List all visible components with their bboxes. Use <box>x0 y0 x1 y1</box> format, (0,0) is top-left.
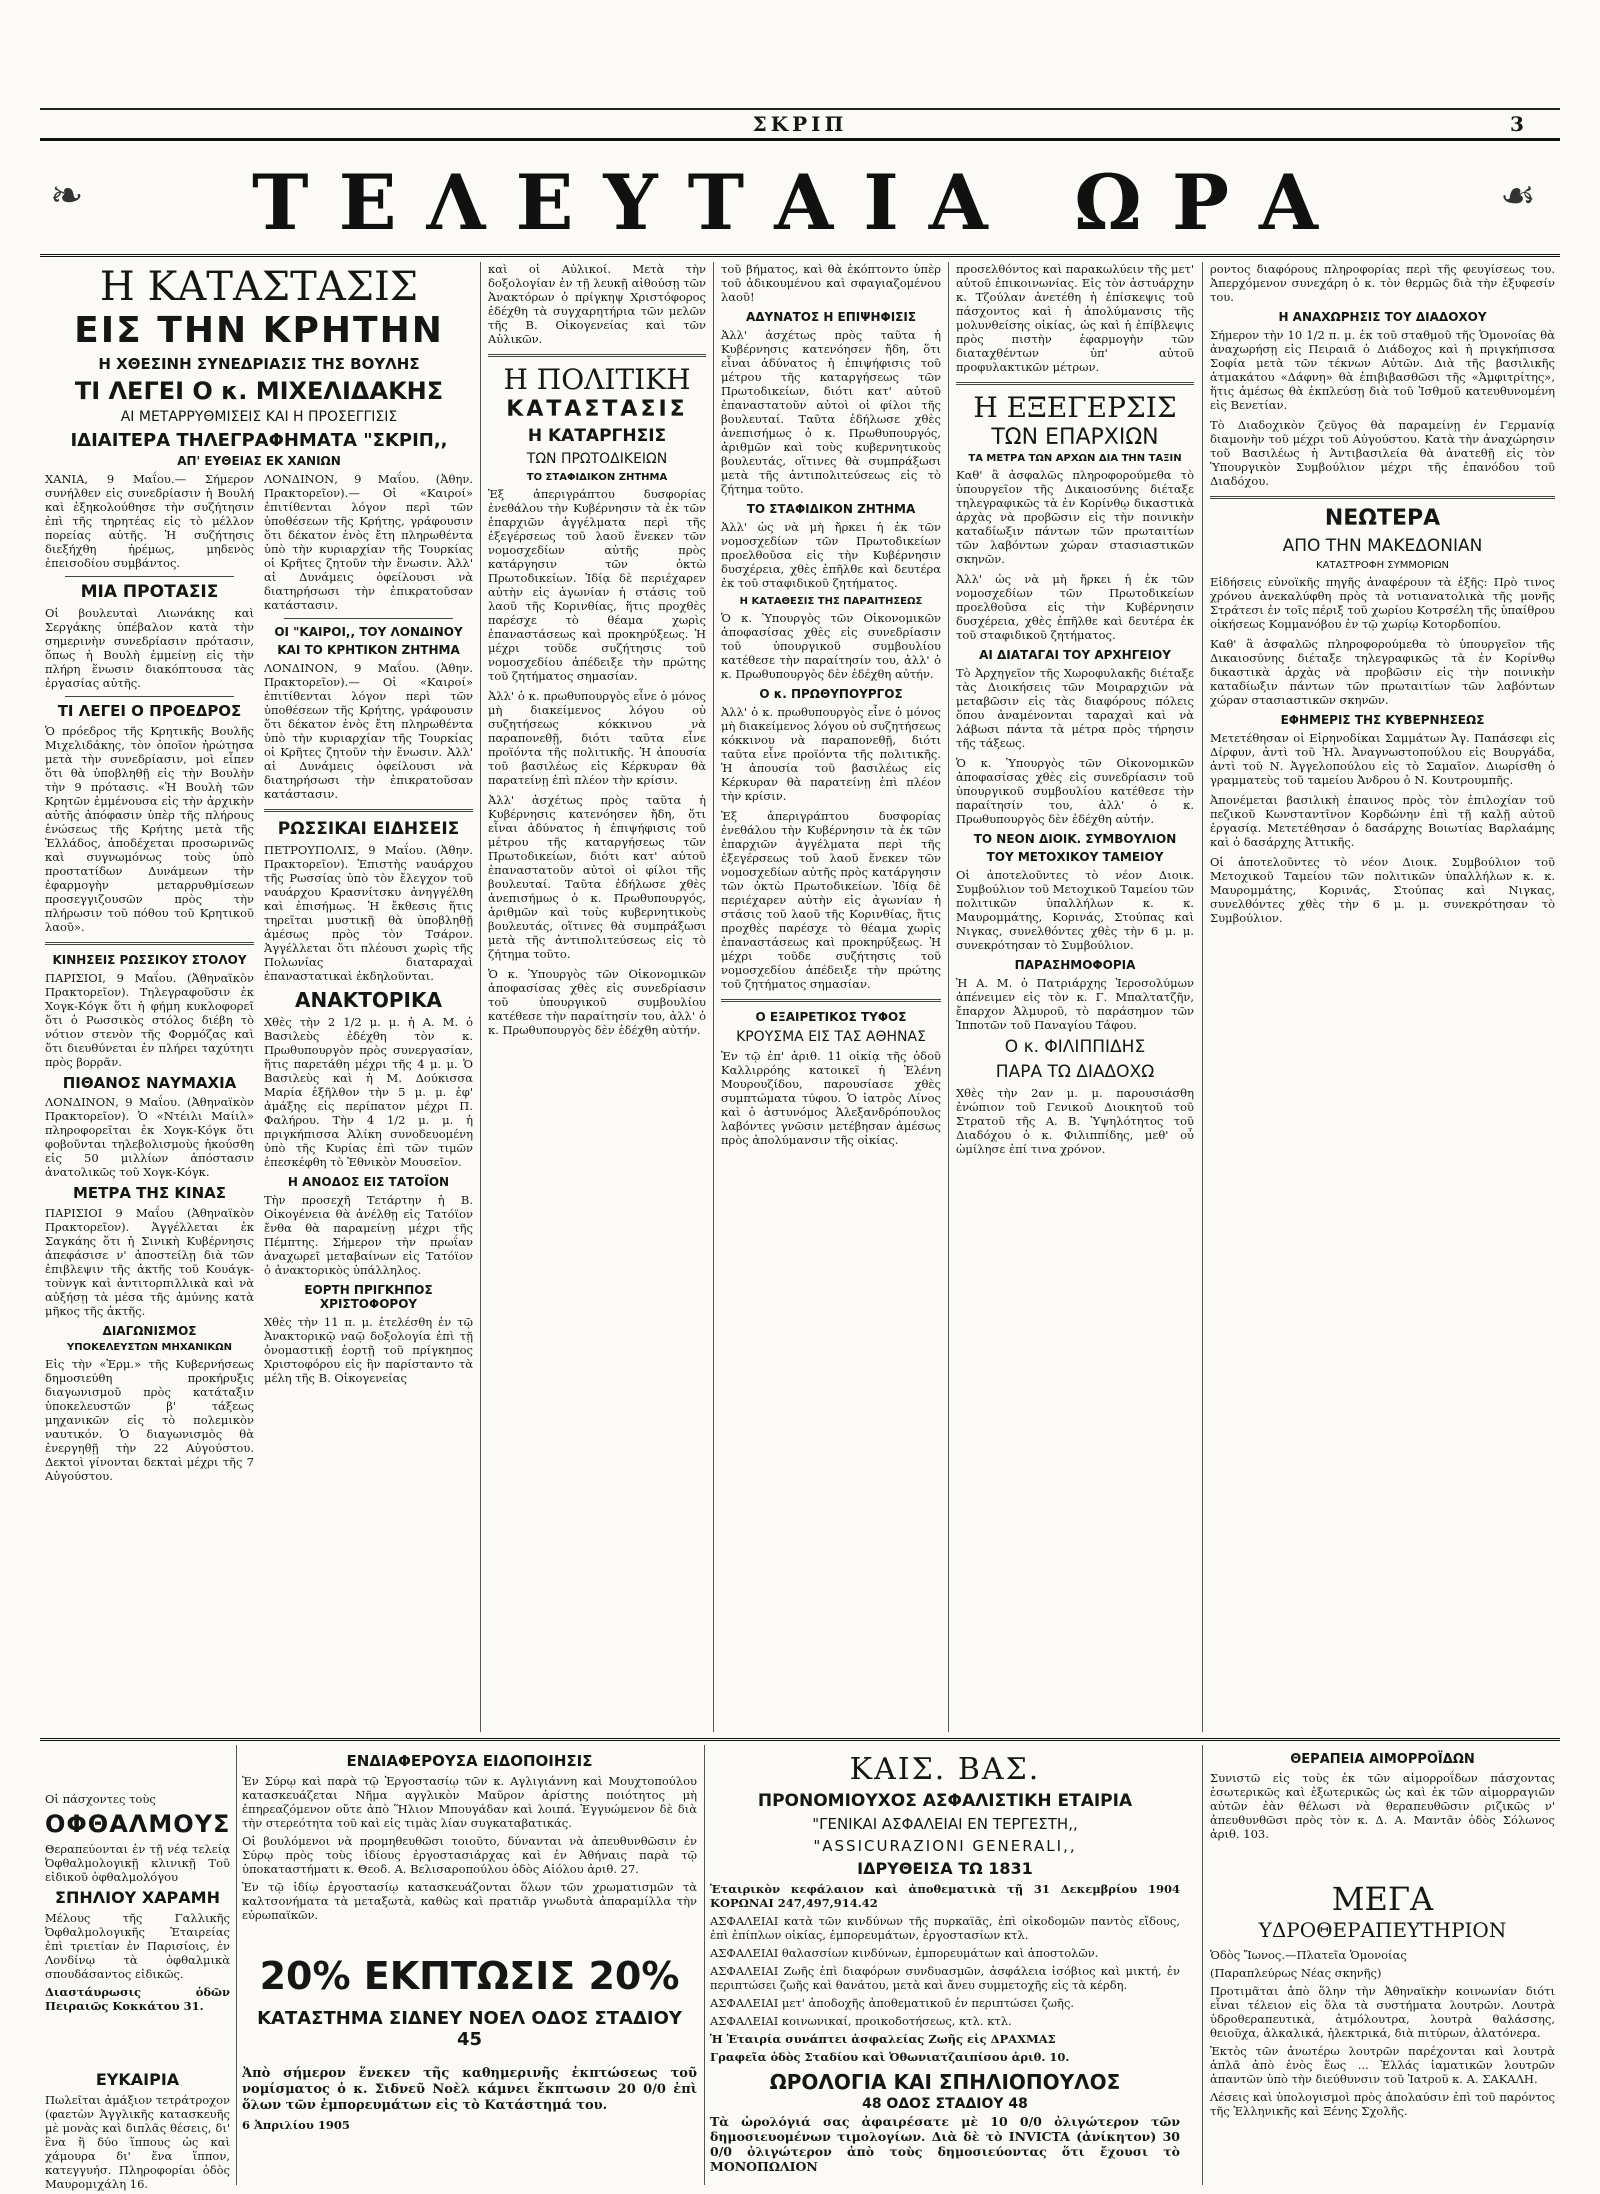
column-rule <box>1202 262 1203 1732</box>
insurance-capital: Ἑταιρικὸν κεφάλαιον καὶ ἀποθεματικὰ τῇ 31 Δεκεμβρίου 1904 ΚΟΡΩΝΑΙ 247,497,914.42 <box>710 1882 1180 1910</box>
notices-text-1: Ἐν Σύρῳ καὶ παρὰ τῷ Ἐργοστασίῳ τῶν κ. Αγλιγιάννη καὶ Μουχτοπούλου κατασκευάζεται Νῆμα αγγλικὸν Μαῦρον ἀρίστης ποιότητος μὴ ἐπηρεαζόμενον οὔτε ἀπὸ Ἥλιον Μπουγάδαν καὶ λοιπά. Ἐγγυώμενον δὲ διὰ τὴν στερεότητα τοῦ καὶ εἰς τιμὰς λίαν συγκαταβατικάς. <box>242 1774 697 1830</box>
left-ornament-icon: ❧ <box>50 173 84 219</box>
subhead-gangs: ΚΑΤΑΣΤΡΟΦΗ ΣΥΜΜΟΡΙΩΝ <box>1316 559 1449 571</box>
article-philippidis: Χθὲς τὴν 2αν μ. μ. παρουσιάσθη ἐνώπιον τοῦ Γενικοῦ Διοικητοῦ τοῦ Στρατοῦ τῆς Α. Β. Ὑψηλότητος τοῦ Διαδόχου ὁ κ. Φιλιππίδης, μεθ' οὗ ὡμίλησε ἐπί τινα χρόνον. <box>956 1085 1194 1156</box>
hydrotherapy-text-2: Ἐκτὸς τῶν ἀνωτέρω λουτρῶν παρέχονται καὶ λουτρὰ ἁπλᾶ ἀπὸ ἑνὸς ἕως ... Ἐλλάς ἰαματικῶν λουτρῶν ἀπαντῶν ὑπὸ τὴν διεύθυνσιν τοῦ Ἰατροῦ κ. Α. ΣΑΚΑΛΗ. <box>1210 2044 1555 2086</box>
article-measures: Καθ' ἃ ἀσφαλῶς πληροφορούμεθα τὸ ὑπουργεῖον τῆς Δικαιοσύνης διέταξε τηλεγραφικῶς τὰ ἐν Κορίνθῳ δικαστικὰ ἀρχὰς νὰ προβῶσιν εἰς τὴν ποινικὴν καταδίωξιν πάντων τῶν πρωταιτίων τῶν λαβόντων χώραν στασιαστικῶν σκηνῶν. <box>956 468 1194 567</box>
header-rule <box>40 138 1560 141</box>
article-regency: Τὸ Διαδοχικὸν ζεῦγος θὰ παραμείνῃ ἐν Γερμανίᾳ διαμονὴν τοῦ μέχρι τοῦ Αὐγούστου. Κατὰ τὴν ἀναχώρησιν τοῦ Βασιλέως ἡ Ἀντιβασιλεία θὰ ἀνατεθῇ εἰς τὸν Ὑπουργικὸν Συμβούλιον μέχρι τῆς ἐπανόδου τοῦ Διαδόχου. <box>1210 418 1555 488</box>
subhead-orders: ΑΙ ΔΙΑΤΑΓΑΙ ΤΟΥ ΑΡΧΗΓΕΙΟΥ <box>979 648 1171 663</box>
sale-title: 20% ΕΚΠΤΩΣΙΣ 20% <box>259 1954 680 1998</box>
subhead-competition: ΔΙΑΓΩΝΙΣΜΟΣ <box>102 1323 197 1338</box>
insurance-life: ΑΣΦΑΛΕΙΑΙ Ζωῆς ἐπὶ διαφόρων συνδυασμῶν, ἀσφάλεια ἰσόβιος καὶ μικτή, ἐν περιπτώσει ζωῆς καὶ θανάτου, μετὰ καὶ ἄνευ συμμετοχῆς εἰς τὰ κέρδη. <box>710 1964 1180 1992</box>
article-proposal: Οἱ βουλευταὶ Λιωνάκης καὶ Σεργάκης ὑπέβαλον κατὰ τὴν σημερινὴν συνεδρίασιν πρότασιν, ὅπως ἡ Βουλὴ ἐμμείνῃ εἰς τὴν πλήρη ἕνωσιν διακόπτουσα τὰς ἐργασίας αὐτῆς. <box>45 606 254 691</box>
sale-store: ΚΑΤΑΣΤΗΜΑ ΣΙΔΝΕΥ ΝΟΕΛ ΟΔΟΣ ΣΤΑΔΙΟΥ 45 <box>257 2008 682 2050</box>
subhead-athens-case: ΚΡΟΥΣΜΑ ΕΙΣ ΤΑΣ ΑΘΗΝΑΣ <box>736 1029 926 1045</box>
insurance-name-greek: "ΓΕΝΙΚΑΙ ΑΣΦΑΛΕΙΑΙ ΕΝ ΤΕΡΓΕΣΤΗ,, <box>812 1815 1078 1833</box>
subhead-russian-fleet: ΚΙΝΗΣΕΙΣ ΡΩΣΣΙΚΟΥ ΣΤΟΛΟΥ <box>52 952 247 967</box>
divider <box>956 382 1194 385</box>
subhead-measures: ΤΑ ΜΕΤΡΑ ΤΩΝ ΑΡΧΩΝ ΔΙΑ ΤΗΝ ΤΑΞΙΝ <box>968 453 1182 465</box>
article-christoforos: Χθὲς τὴν 11 π. μ. ἐτελέσθη ἐν τῷ Ἀνακτορικῷ ναῷ δοξολογία ἐπὶ τῇ ὀνομαστικῇ ἑορτῇ τοῦ πρίγκηπος Χριστοφόρου εἰς ἣν παρίσταντο τὰ μέλη τῆς Β. Οἰκογενείας <box>264 1315 473 1386</box>
top-rule <box>40 108 1560 110</box>
article-macedonia: Εἰδήσεις εὐνοϊκῆς πηγῆς ἀναφέρουν τὰ ἑξῆς: Πρὸ τινος χρόνου ἀνεκαλύφθη πρὸς τὰ νοτιανατολικὰ τῆς μονῆς Στράτεσι ἐν τοῖς πέριξ τοῦ χωρίου Κοτρσέλη τῆς ὑπαίθρου οἰκήσεως Κομμανόβου ἐν τῷ χωρίῳ Κοτορδοπίου. <box>1210 574 1555 631</box>
subhead-proposal: ΜΙΑ ΠΡΟΤΑΣΙΣ <box>80 582 219 603</box>
subhead-abolition: Η ΚΑΤΑΡΓΗΣΙΣ <box>527 426 667 447</box>
article-china: ΠΑΡΙΣΙΟΙ 9 Μαΐου (Ἀθηναϊκὸν Πρακτορεῖον). Ἀγγέλλεται ἐκ Σαγκάης ὅτι ἡ Σινικὴ Κυβέρνησις ἀπεφάσισε ν' ἀποστείλῃ διὰ τῶν ἐπιβλεψιν τῆς ἀκτῆς τοῦ Κουάγκ-τοὺνγκ καὶ ἀντιτορπιλλικὰ καὶ νὰ αὐξήσῃ τὰ μέσα τῆς ἀμύνης κατὰ μῆκος τῆς ἀκτῆς. <box>45 1205 254 1318</box>
subhead-courts: ΤΩΝ ΠΡΩΤΟΔΙΚΕΙΩΝ <box>526 451 668 468</box>
divider <box>284 618 453 619</box>
article-tatoi: Τὴν προσεχῆ Τετάρτην ἡ Β. Οἰκογένεια θὰ ἀνέλθῃ εἰς Τατόϊον ἔνθα θὰ παραμείνῃ μέχρι τῆς Πέμπτης. Σήμερον τὴν πρωΐαν ἀναχωρεῖ μεταβαίνων εἰς Τατόϊον ὁ ἀνακτορικὸς ὑπάλληλος. <box>264 1193 473 1278</box>
column-rule <box>948 262 949 1732</box>
ad-insurance <box>710 1752 1180 2062</box>
headline-crete-1: Η ΚΑΤΑΣΤΑΣΙΣ <box>99 264 419 310</box>
subhead-chania: ΑΠ' ΕΥΘΕΙΑΣ ΕΚ ΧΑΝΙΩΝ <box>177 454 341 469</box>
subhead-impossible-vote: ΑΔΥΝΑΤΟΣ Η ΕΠΙΨΗΦΙΣΙΣ <box>745 310 917 324</box>
subhead-parliament: Η ΧΘΕΣΙΝΗ ΣΥΝΕΔΡΙΑΣΙΣ ΤΗΣ ΒΟΥΛΗΣ <box>98 354 420 373</box>
subhead-decoration: ΠΑΡΑΣΗΜΟΦΟΡΙΑ <box>1014 958 1136 973</box>
ad-watches <box>710 2070 1180 2185</box>
article-orders: Τὸ Ἀρχηγεῖον τῆς Χωροφυλακῆς διέταξε τὰς Διοικήσεις τῶν Μοιραρχιῶν νὰ μεταβῶσιν εἰς τὰς διαφόρους πόλεις ὅπου ἀναμένονται ταραχαὶ καὶ νὰ λάβωσι πάντα τὰ μέτρα πρὸς τήρησιν τῆς τάξεως. <box>956 666 1194 751</box>
opportunity-title: ΕΥΚΑΙΡΙΑ <box>95 2070 180 2089</box>
divider <box>264 809 473 812</box>
notices-text-3: Ἐν τῷ ἰδίῳ ἐργοστασίῳ κατασκευάζονται ὅλων τῶν χρωματισμῶν τὰ καλτσονήματα τὰ μεταξωτὰ, καθὼς καὶ πρατιᾶρ γνωδυτὰ ἀπαραμίλλα τὴν εὐρωπαϊκῶν. <box>242 1880 697 1922</box>
ad-notices <box>242 1752 697 1922</box>
article-politics-3: Ἀλλ' ἀσχέτως πρὸς ταῦτα ἡ Κυβέρνησις κατενόησεν ἤδη, ὅτι εἶναι ἀδύνατος ἡ ἐπιψήφισις τοῦ μέτρου τῆς καταργήσεως τῶν Πρωτοδικείων, διότι κατ' αὐτοῦ ἐπαναστατοῦν αὐτοὶ οἱ φίλοι τῆς βουλευταί. Ταῦτα ἐδήλωσε χθὲς ἀνεπισήμως ὁ κ. Πρωθυπουργός, ἀριθμῶν καὶ τοὺς κυβερνητικοὺς βουλευτάς, οἵτινες θὰ συμπράξωσι μετὰ τῆς ἀντιπολιτεύσεως εἰς τὸ ζήτημα τοῦτο. <box>488 792 706 961</box>
article-podium: τοῦ βήματος, καὶ θὰ ἐκόπτοντο ὑπὲρ τοῦ ἀδικουμένου καὶ σφαγιαζομένου λαοῦ! <box>721 262 941 304</box>
subhead-michelidakis: ΤΙ ΛΕΓΕΙ Ο κ. ΜΙΧΕΛΙΔΑΚΗΣ <box>74 377 444 406</box>
subhead-prime-minister: Ο κ. ΠΡΩΘΥΠΟΥΡΓΟΣ <box>759 687 903 701</box>
column-rule <box>713 262 714 1732</box>
column-rule <box>480 262 481 1732</box>
subhead-crown-prince: ΠΑΡΑ ΤΩ ΔΙΑΔΟΧΩ <box>995 1062 1155 1083</box>
hydrotherapy-title-2: ΥΔΡΟΘΕΡΑΠΕΥΤΗΡΙΟΝ <box>1258 1918 1507 1942</box>
article-chania: ΧΑΝΙΑ, 9 Μαΐου.— Σήμερον συνήλθεν εἰς συνεδρίασιν ἡ Βουλή καὶ ἐξηκολούθησε τὴν συζήτησιν ἐπὶ τῆς τηρητέας εἰς τὸ μέλλον πορείας αὐτῆς. Ἡ συζήτησις διεξήχθη ἠρέμως, μηδενὸς ἐπεισοδίου συμβάντος. <box>45 472 254 571</box>
ads-top-rule <box>40 1738 1560 1741</box>
opportunity-text: Πωλεῖται ἀμάξιον τετράτροχον (φαετὼν Ἀγγλικῆς κατασκευῆς μὲ μονὰς καὶ διπλᾶς θέσεις, δι' ἓνα ἢ δύο ἵππους ὡς καὶ χάμουρα δι' ἕνα ἵππον, κατεγγυήσ. Πληροφορίαι ὁδὸς Μαυρομιχάλη 16. <box>45 2093 231 2191</box>
ads-rule <box>1202 1745 1203 2185</box>
subhead-reforms: ΑΙ ΜΕΤΑΡΡΥΘΜΙΣΕΙΣ ΚΑΙ Η ΠΡΟΣΕΓΓΙΣΙΣ <box>120 408 398 425</box>
eye-title: ΟΦΘΑΛΜΟΥΣ <box>45 1810 231 1838</box>
insurance-drachmas: Ἡ Ἑταιρία συνάπτει ἀσφαλείας Ζωῆς εἰς ΔΡΑΧΜΑΣ <box>710 2032 1056 2046</box>
article-palace-end: καὶ οἱ Αὐλικοί. Μετὰ τὴν δοξολογίαν ἐν τῇ λευκῇ αἰθούσῃ τῶν Ἀνακτόρων ὁ πρίγκηψ Χριστόφορος ἐδέχθη τὰ συγχαρητήρια τῶν μελῶν τῆς Β. Οἰκογενείας καὶ τῶν Αὐλικῶν. <box>488 262 706 346</box>
subhead-raisin-question: ΤΟ ΣΤΑΦΙΔΙΚΟΝ ΖΗΤΗΜΑ <box>526 471 668 483</box>
hydrotherapy-text-1: Προτιμᾶται ἀπὸ ὅλην τὴν Ἀθηναϊκὴν κοινωνίαν διότι εἶναι τέλειον εἰς ὅλα τὰ συστήματα λουτρῶν. Λουτρὰ ὑδροθεραπευτικὰ, ἀτμόλουτρα, λουτρὰ θαλάσσης, θειοῦχα, ἀλκαλικά, ἠλεκτρικά, διὰ πιτύρων, ἀλατόνερα. <box>1210 1984 1555 2040</box>
insurance-social: ΑΣΦΑΛΕΙΑΙ κοινωνικαί, προικοδοτήσεως, κτλ. κτλ. <box>710 2014 1012 2028</box>
ads-rule <box>236 1745 237 2185</box>
subhead-macedonia: ΑΠΟ ΤΗΝ ΜΑΚΕΔΟΝΙΑΝ <box>1282 536 1483 557</box>
notices-title: ΕΝΔΙΑΦΕΡΟΥΣΑ ΕΙΔΟΠΟΙΗΣΙΣ <box>346 1752 593 1770</box>
article-board: Οἱ ἀποτελοῦντες τὸ νέον Διοικ. Συμβούλιον τοῦ Μετοχικοῦ Ταμείου τῶν πολιτικῶν ὑπαλλήλων κ. κ. Μαυρομμάτης, Κορινάς, Στούπας καὶ Νιγκας, συνελθόντες χθὲς τὴν 6 μ. μ. συνεκρότησαν τὸ Συμβούλιον. <box>956 868 1194 953</box>
divider <box>65 696 234 697</box>
eye-address: Διαστάυρωσις ὁδῶν Πειραιῶς Κοκκάτου 31. <box>45 1985 230 2013</box>
column-politics <box>488 262 706 1732</box>
column-parliament <box>721 262 941 1732</box>
subhead-china: ΜΕΤΡΑ ΤΗΣ ΚΙΝΑΣ <box>72 1184 227 1203</box>
insurance-fire: ΑΣΦΑΛΕΙΑΙ κατὰ τῶν κινδύνων τῆς πυρκαϊᾶς, ἐπὶ οἰκοδομῶν παντὸς εἴδους, ἐπὶ ἐπίπλων οἰκίας, ἐμπορευμάτων, ἐργοστασίων κτλ. <box>710 1914 1180 1942</box>
headline-latest: ΝΕΩΤΕΡΑ <box>1324 506 1441 531</box>
subhead-telegrams: ΙΔΙΑΙΤΕΡΑ ΤΗΛΕΓΡΑΦΗΜΑΤΑ "ΣΚΡΙΠ,, <box>70 429 448 451</box>
subhead-president: ΤΙ ΛΕΓΕΙ Ο ΠΡΟΕΔΡΟΣ <box>57 702 242 721</box>
eye-text: Θεραπεύονται ἐν τῇ νέᾳ τελείᾳ Ὀφθαλμολογικῇ κλινικῇ Τοῦ εἰδικοῦ ὀφθαλμολόγου <box>45 1842 230 1884</box>
article-typhus: Ἐν τῷ ἐπ' ἀριθ. 11 οἰκίᾳ τῆς ὁδοῦ Καλλιρρόης κατοικεῖ ἡ Ἐλένη Μουρουζίδου, παρουσίασε χθὲς συμπτώματα τύφου. Ὁ ἰατρὸς Λίνος καὶ ὁ ἀστυνόμος Ἀλεξανδρόπουλος λαβόντες γνῶσιν μετέβησαν ἀμέσως πρὸς ἀπολύμανσιν τῆς οἰκίας. <box>721 1049 941 1148</box>
ads-rule <box>704 1745 705 2185</box>
insurance-marine: ΑΣΦΑΛΕΙΑΙ θαλασσίων κινδύνων, ἐμπορευμάτων καὶ ἀποστολῶν. <box>710 1946 1099 1960</box>
headline-crete-2: ΕΙΣ ΤΗΝ ΚΡΗΤΗΝ <box>74 310 444 351</box>
article-gazette-2: Ἀπονέμεται βασιλικὴ ἐπαινος πρὸς τὸν ἐπιλοχίαν τοῦ πεζικοῦ Κωνσταντῖνον Κορδώνην ἐπὶ τῇ καλῇ αὐτοῦ ἐργασίᾳ. Μετετέθησαν ὁ δασάρχης Βοιωτίας Βαρλαάμης καὶ ὁ δασάρχης Ἀττικῆς. <box>1210 792 1555 849</box>
subhead-engineers: ΥΠΟΚΕΛΕΥΣΤΩΝ ΜΗΧΑΝΙΚΩΝ <box>67 1341 232 1353</box>
article-times: ΛΟΝΔΙΝΟΝ, 9 Μαΐου. (Ἀθην. Πρακτορεῖον).— Οἱ «Καιροί» ἐπιτίθενται λόγον περὶ τῶν ὑποθέσεων τῆς Κρήτης, γράφουσιν ὅτι δέκατον ἑνὸς ἔτη πληρωθέντα ὑπὸ τὴν κυριαρχίαν τῆς Τουρκίας οἱ Κρῆτες ζητοῦν τὴν ἕνωσιν. Ἀλλ' αἱ Δυνάμεις ὀφείλουσι νὰ διατηρήσωσι τὴν ἐπικρατοῦσαν κατάστασιν. <box>264 661 473 802</box>
hydrotherapy-sub: (Παραπλεύρως Νέας σκηνῆς) <box>1210 1966 1382 1980</box>
watches-title: ΩΡΟΛΟΓΙΑ ΚΑΙ ΣΠΗΛΙΟΠΟΥΛΟΣ <box>769 2070 1121 2094</box>
ad-eye-clinic <box>45 1752 230 2052</box>
hydrotherapy-address: Ὁδὸς Ἴωνος.—Πλατεῖα Ὁμονοίας <box>1210 1948 1407 1962</box>
article-macedonia-2: Καθ' ἃ ἀσφαλῶς πληροφορούμεθα τὸ ὑπουργεῖον τῆς Δικαιοσύνης διέταξε τηλεγραφικῶς τὰ ἐν Κορίνθῳ δικαστικὰ ἀρχὰς νὰ προβῶσιν εἰς τὴν ποινικὴν καταδίωξιν πάντων τῶν πρωταιτίων τῶν λαβόντων χώραν στασιαστικῶν σκηνῶν. <box>1210 636 1555 707</box>
article-prime-minister-2: Ἐξ ἀπεριγράπτου δυσφορίας ἐνεθάλου τὴν Κυβέρνησιν τὰ ἐκ τῶν ἐπαρχιῶν ἀγγέλματα περὶ τῆς ἐξεγέρσεως τοῦ λαοῦ ἕνεκεν τῶν νομοσχεδίων αὐτῆς πρὸς κατάργησιν τῶν ὀκτὼ Πρωτοδικείων. Ἰδίᾳ δὲ περιέχαρεν αὐτὴν εἰς ἀγωνίαν ἡ στάσις τοῦ λαοῦ τῆς Κορινθίας, ἥτις προχθὲς παρέσχε τὸ θέαμα χωρὶς ἐπαναστάσεως καὶ προκηρύξεως. Ἡ μέχρι τοῦδε συζήτησις τοῦ νομοσχεδίου ἀπέδειξε τὴν πρώτης τοῦ ζητήματος σημασίαν. <box>721 809 941 991</box>
article-russian-news: ΠΕΤΡΟΥΠΟΛΙΣ, 9 Μαΐου. (Ἀθην. Πρακτορεῖον). Ἐπιστὴς ναυάρχου τῆς Ρωσσίας ὑπὸ τὸν ἔλεγχον τοῦ ναυάρχου Κρασνίτσκυ ἀνηγγέλθη καὶ ἐπισήμως. Ἡ ἔκθεσις ἥτις τηρεῖται μυστικῇ θὰ ὑποβληθῇ ἀμέσως πρὸς τὸν Τσάρον. Ἀγγέλλεται ὅτι πλέουσι χωρὶς τῆς Πολωνίας διαταραχαὶ ἐπαναστατικαὶ ἐκδηλοῦνται. <box>264 843 473 984</box>
ad-opportunity <box>45 2070 231 2191</box>
watches-address: 48 ΟΔΟΣ ΣΤΑΔΙΟΥ 48 <box>862 2096 1028 2112</box>
article-politics: Ἐξ ἀπεριγράπτου δυσφορίας ἐνεθάλου τὴν Κυβέρνησιν τὰ ἐκ τῶν ἐπαρχιῶν ἀγγέλματα περὶ τῆς ἐξεγέρσεως τοῦ λαοῦ ἕνεκεν τῶν νομοσχεδίων αὐτῆς πρὸς κατάργησιν τῶν ὀκτὼ Πρωτοδικείων. Ἰδίᾳ δὲ περιέχαρεν αὐτὴν εἰς ἀγωνίαν ἡ στάσις τοῦ λαοῦ τῆς Κορινθίας, ἥτις προχθὲς παρέσχε τὸ θέαμα χωρὶς ἐπαναστάσεως καὶ προκηρύξεως. Ἡ μέχρι τοῦδε συζήτησις τοῦ νομοσχεδίου ἀπέδειξε τὴν πρώτης τοῦ ζητήματος σημασίαν. <box>488 486 706 683</box>
divider <box>45 942 254 945</box>
masthead-bottom-rule <box>40 254 1560 257</box>
haemorrhoids-title: ΘΕΡΑΠΕΙΑ ΑΙΜΟΡΡΟΪΔΩΝ <box>1290 1752 1475 1767</box>
subhead-resignation: Η ΚΑΤΑΘΕΣΙΣ ΤΗΣ ΠΑΡΑΙΤΗΣΕΩΣ <box>739 596 923 607</box>
subhead-philippidis: Ο κ. ΦΙΛΙΠΠΙΔΗΣ <box>1004 1037 1146 1058</box>
subhead-raisin: ΤΟ ΣΤΑΦΙΔΙΚΟΝ ΖΗΤΗΜΑ <box>746 502 916 516</box>
article-crete-continued: ΛΟΝΔΙΝΟΝ, 9 Μαΐου. (Ἀθην. Πρακτορεῖον).— Οἱ «Καιροί» ἐπιτίθενται λόγον περὶ τῶν ὑποθέσεων τῆς Κρήτης, γράφουσιν ὅτι δέκατον ἑνὸς ἔτη πληρωθέντα ὑπὸ τὴν κυριαρχίαν τῆς Τουρκίας οἱ Κρῆτες ζητοῦν τὴν ἕνωσιν. Ἀλλ' αἱ Δυνάμεις ὀφείλουσι νὰ διατηρήσωσι τὴν ἐπικρατοῦσαν κατάστασιν. <box>264 472 473 613</box>
subhead-gazette: ΕΦΗΜΕΡΙΣ ΤΗΣ ΚΥΒΕΡΝΗΣΕΩΣ <box>1280 712 1485 727</box>
notices-text-2: Οἱ βουλόμενοι νὰ προμηθευθῶσι τοιοῦτο, δύνανται νὰ ἀπευθυνθῶσιν ἐν Σύρῳ πρὸς τοὺς ἰδίους ἐργοστασιάρχας καὶ ἐν Ἀθήναις παρὰ τῷ ὑποκαταστήματι κ. Θεοδ. Α. Βελισαροπούλου ὁδὸς Αἰόλου ἀριθ. 27. <box>242 1834 697 1876</box>
article-russian-fleet: ΠΑΡΙΣΙΟΙ, 9 Μαΐου. (Ἀθηναϊκὸν Πρακτορεῖον). Τηλεγραφοῦσιν ἐκ Χογκ-Κόγκ ὅτι ἡ φήμη κυκλοφορεῖ ὅτι ὁ Ρωσσικὸς στόλος διέβη τὸ νότιον στενὸν τῆς Φορμόζας καὶ ὅτι διευθύνεται ἐν πλήρει ταχύτητι πρὸς βορρᾶν. <box>45 970 254 1069</box>
article-naval-battle: ΛΟΝΔΙΝΟΝ, 9 Μαΐου. (Ἀθηναϊκὸν Πρακτορεῖον). Ὁ «Ντέιλι Μαίιλ» πληροφορεῖται ἐκ Χογκ-Κόγκ ὅτι φοβοῦνται τηλεβολισμοὺς ἠκούσθη εἰς 50 μιλλίων ἀπόστασιν ἀνατολικῶς τοῦ Χογκ-Κόγκ. <box>45 1095 254 1180</box>
article-decoration: Ἡ Α. Μ. ὁ Πατριάρχης Ἱεροσολύμων ἀπένειμεν εἰς τὸν κ. Γ. Μπαλτατζῆν, ἔπαρχον Ἀλμυροῦ, τὸ παράσημον τῶν Ἱπποτῶν τοῦ Παναγίου Τάφου. <box>956 976 1194 1033</box>
article-raisin: Ἀλλ' ὡς νὰ μὴ ἤρκει ἡ ἐκ τῶν νομοσχεδίων τῶν Πρωτοδικείων προελθοῦσα εἰς τὴν Κυβέρνησιν δυσχέρεια, χθὲς ἐπῆλθε καὶ δευτέρα ἐκ τοῦ σταφιδικοῦ ζητήματος. <box>721 520 941 590</box>
headline-uprising: Η ΕΞΕΓΕΡΣΙΣ <box>973 391 1177 424</box>
subhead-times: ΟΙ "ΚΑΙΡΟΙ,, ΤΟΥ ΛΟΝΔΙΝΟΥ <box>274 625 463 640</box>
article-prime-minister: Ἀλλ' ὁ κ. πρωθυπουργὸς εἶνε ὁ μόνος μὴ διακείμενος λόγου οὐ συζητήσεως κόκκινου νὰ παραπονεθῇ, διότι ταῦτα εἶνε προϊόντα τῆς πολιτικῆς. Ἡ ἀπουσία τοῦ βασιλέως εἰς Κέρκυραν θὰ παρατείνῃ ἐπὶ πλέον τὴν κρίσιν. <box>721 705 941 803</box>
divider <box>1210 496 1555 499</box>
divider <box>721 999 941 1002</box>
article-measures-2: Ἀλλ' ὡς νὰ μὴ ἤρκει ἡ ἐκ τῶν νομοσχεδίων τῶν Πρωτοδικείων προελθοῦσα εἰς τὴν Κυβέρνησιν δυσχέρεια, χθὲς ἐπῆλθε καὶ δευτέρα ἐκ τοῦ σταφιδικοῦ ζητήματος. <box>956 572 1194 643</box>
column-crete <box>45 262 473 1732</box>
subhead-cretan-question: ΚΑΙ ΤΟ ΚΡΗΤΙΚΟΝ ΖΗΤΗΜΑ <box>277 643 460 658</box>
insurance-office: Γραφεῖα ὁδὸς Σταδίου καὶ Ὀθωνιατζαιπίσου ἀριθ. 10. <box>710 2050 1070 2064</box>
eye-text-2: Μέλους τῆς Γαλλικῆς Ὀφθαλμολογικῆς Ἑταιρείας ἐπὶ τριετίαν ἐν Παρισίοις, ἐν Λονδίνῳ τὰ ὀφθαλμικὰ σπουδάσαντος εἰδικῶς. <box>45 1911 230 1981</box>
sale-date: 6 Ἀπριλίου 1905 <box>242 2118 350 2132</box>
article-politics-2: Ἀλλ' ὁ κ. πρωθυπουργὸς εἶνε ὁ μόνος μὴ διακείμενος λόγου οὐ συζητήσεως κόκκινου νὰ παραπονεθῇ, διότι ταῦτα εἶνε προϊόντα τῆς πολιτικῆς. Ἡ ἀπουσία τοῦ βασιλέως εἰς Κέρκυραν θὰ παρατείνῃ ἐπὶ πλέον τὴν κρίσιν. <box>488 688 706 787</box>
headline-situation: ΚΑΤΑΣΤΑΣΙΣ <box>506 397 688 423</box>
subhead-palace: ΑΝΑΚΤΟΡΙΚΑ <box>295 988 442 1013</box>
divider <box>488 354 706 357</box>
article-impossible-vote: Ἀλλ' ἀσχέτως πρὸς ταῦτα ἡ Κυβέρνησις κατενόησεν ἤδη, ὅτι εἶναι ἀδύνατος ἡ ἐπιψήφισις τοῦ μέτρου τῆς καταργήσεως τῶν Πρωτοδικείων, διότι κατ' αὐτοῦ ἐπαναστατοῦν αὐτοὶ οἱ φίλοι τῆς βουλευταί. Ταῦτα ἐδήλωσε χθὲς ἀνεπισήμως ὁ κ. Πρωθυπουργός, ἀριθμῶν καὶ τοὺς κυβερνητικοὺς βουλευτάς, οἵτινες θὰ συμπράξωσι μετὰ τῆς ἀντιπολιτεύσεως εἰς τὸ ζήτημα τοῦτο. <box>721 328 941 496</box>
article-departure-start: ροντος διαφόρους πληροφορίας περὶ τῆς φευγίσεως του. Ἀπερχόμενον συνεχάρη ὁ κ. τὸν θερμῶς διὰ τὴν ἐξυφεσίν του. <box>1210 262 1555 304</box>
paper-name: ΣΚΡΙΠ <box>752 112 848 136</box>
watches-text: Τὰ ὡρολόγιά σας ἀφαιρέσατε μὲ 10 0/0 ὀλιγώτερον τῶν δημοσιευομένων τιμολογίων. Διὰ δὲ τὸ INVICTA (ἀνίκητον) 30 0/0 ὀλιγώτερον ἀπὸ τοὺς δημοσιεύοντας ὅτι ἔχουσι τὸ ΜΟΝΟΠΩΛΙΟΝ <box>710 2114 1180 2174</box>
insurance-reserve: ΑΣΦΑΛΕΙΑΙ μετ' ἀποδοχῆς ἀποθεματικοῦ ἐν περιπτώσει ζωῆς. <box>710 1996 1075 2010</box>
insurance-name-italian: "ASSICURAZIONI GENERALI,, <box>813 1837 1077 1855</box>
divider <box>65 576 234 577</box>
headline-politics: Η ΠΟΛΙΤΙΚΗ <box>503 363 691 396</box>
subhead-board: ΤΟ ΝΕΟΝ ΔΙΟΙΚ. ΣΥΜΒΟΥΛΙΟΝ <box>973 832 1177 847</box>
insurance-title-1: ΚΑΙΣ. ΒΑΣ. <box>849 1752 1041 1787</box>
hydrotherapy-title-1: ΜΕΓΑ <box>1331 1880 1434 1918</box>
insurance-title-2: ΠΡΟΝΟΜΙΟΥΧΟΣ ΑΣΦΑΛΙΣΤΙΚΗ ΕΤΑΙΡΙΑ <box>757 1791 1133 1811</box>
eye-doctor: ΣΠΗΛΙΟΥ ΧΑΡΑΜΗ <box>55 1888 220 1907</box>
ad-haemorrhoids <box>1210 1752 1555 1872</box>
column-provinces <box>956 262 1194 1732</box>
subhead-christoforos: ΕΟΡΤΗ ΠΡΙΓΚΗΠΟΣ ΧΡΙΣΤΟΦΟΡΟΥ <box>304 1283 433 1312</box>
subhead-tatoi: Η ΑΝΟΔΟΣ ΕΙΣ ΤΑΤΟΪΟΝ <box>287 1175 450 1190</box>
right-ornament-icon: ☙ <box>1500 173 1536 219</box>
column-news <box>1210 262 1555 1732</box>
article-resignation: Ὁ κ. Ὑπουργὸς τῶν Οἰκονομικῶν ἀποφασίσας χθὲς εἰς συνεδρίασιν τοῦ ὑπουργικοῦ συμβουλίου κατέθεσε τὴν παραίτησίν του, ἀλλ' ὁ κ. Πρωθυπουργὸς δὲν ἐδέχθη αὐτήν. <box>721 611 941 681</box>
article-departure: Σήμερον τὴν 10 1/2 π. μ. ἐκ τοῦ σταθμοῦ τῆς Ὁμονοίας θὰ ἀναχωρήσῃ εἰς Πειραιᾶ ὁ Διάδοχος καὶ ἡ πριγκήπισσα Σοφία μετὰ τῶν τέκνων Αὐτῶν. Διὰ τῆς βασιλικῆς ἀτμακάτου «Δάφνη» θὰ ἐπιβιβασθῶσι τῆς «Ἀμφιτρίτης», ἥτις ἀμέσως θὰ ἐκπλεύσῃ διὰ τοῦ Ἰσθμοῦ κατευθυνομένη εἰς Βενετίαν. <box>1210 328 1555 412</box>
subhead-naval-battle: ΠΙΘΑΝΟΣ ΝΑΥΜΑΧΙΑ <box>62 1073 237 1092</box>
article-president: Ὁ πρόεδρος τῆς Κρητικῆς Βουλῆς Μιχελιδάκης, τὸν ὁποῖον ἠρώτησα μετὰ τὴν συνεδρίασιν, μοὶ εἶπεν ὅτι θὰ ὑποβληθῇ εἰς τὴν Βουλὴν τὴν 9 πρότασις. «Ἡ Βουλὴ τῶν Κρητῶν ἐμμένουσα εἰς τὴν ἀρχικὴν αὐτῆς ἀπόφασιν ὑπὲρ τῆς πλήρους ἑνώσεως τῆς Κρήτης μετὰ τῆς Ἑλλάδος, ἀποδέχεται προσωρινῶς καὶ συγνωμόνως τοὺς ὑπὸ προστατίδων Δυνάμεων τὴν ἐφαρμογὴν μεταρρυθμίσεων προσεγγιζουσῶν πρὸς τὴν πλήρωσιν τοῦ πόθου τοῦ Κρητικοῦ λαοῦ». <box>45 723 254 934</box>
article-competition: Εἰς τὴν «Ἐρμ.» τῆς Κυβερνήσεως δημοσιεύθη προκήρυξις διαγωνισμοῦ πρὸς κατάταξιν ὑποκελευστῶν β' τάξεως μηχανικῶν εἰς τὸ πολεμικὸν ναυτικόν. Ὁ διαγωνισμὸς θὰ ἐνεργηθῇ τὴν 22 Αὐγούστου. Δεκτοὶ γίνονται δεκταὶ μέχρι τῆς 7 Αὐγούστου. <box>45 1356 254 1483</box>
page-number: 3 <box>1510 112 1524 136</box>
eye-intro: Οἱ πάσχοντες τοὺς <box>45 1792 156 1806</box>
article-gazette: Μετετέθησαν οἱ Εἰρηνοδίκαι Σαμμάτων Ἀγ. Παπάσεφι εἰς Δίρφυν, ἀντὶ τοῦ Ἡλ. Ἀναγνωστοπούλου εἰς Βουργάδα, ἀντὶ τοῦ Ν. Ἀγγελοπούλου εἰς τὸ Σαμαῖον. Διωρίσθη ὁ γραμματεὺς τοῦ ταμείου Ἀνδρου ὁ Ν. Κουτρουμπῆς. <box>1210 730 1555 787</box>
ad-sale <box>242 1950 697 2185</box>
article-palace: Χθὲς τὴν 2 1/2 μ. μ. ἡ Α. Μ. ὁ Βασιλεὺς ἐδέχθη τὸν κ. Πρωθυπουργὸν πρὸς συνεργασίαν, ἥτις παρετάθη μέχρι τῆς 4 μ. μ. Ὁ Βασιλεὺς καὶ ἡ Μ. Δούκισσα Μαρία ἐξῆλθον τὴν 5 μ. μ. ἐφ' ἁμάξης εἰς περίπατον μέχρι Π. Φαλήρου. Τὴν 4 1/2 μ. μ. ἡ πριγκήπισσα Ἀλίκη συνοδευομένη ὑπὸ τῆς Κυρίας ἐπὶ τῶν τιμῶν ἐπεσκέφθη τὸ Ἐθνικὸν Μουσεῖον. <box>264 1015 473 1170</box>
ad-hydrotherapy <box>1210 1880 1555 2185</box>
sale-text: Ἀπὸ σήμερον ἕνεκεν τῆς καθημερινῆς ἐκπτώσεως τοῦ νομίσματος ὁ κ. Σιδνεῦ Νοὲλ κάμνει ἔκπτωσιν 20 0/0 ἐπὶ ὅλων τῶν ἐμπορευμάτων εἰς τὸ Κατάστημά του. <box>242 2066 697 2113</box>
article-typhus-end: προσελθόντος καὶ παρακωλύειν τῆς μετ' αὐτοῦ ἐπικοινωνίας. Εἰς τὸν ἀστυάρχην κ. Τζούλαν ἀνετέθη ἡ ἐπίσκεψις τοῦ πάσχοντος καὶ ἡ ἀπολύμανσις τῆς μολυνθείσης οἰκίας, ὡς καὶ ἡ ἐπίβλεψις πρὸς πιστὴν ἐφαρμογὴν τῶν διαταχθέντων ὑπ' αὐτοῦ προφυλακτικῶν μέτρων. <box>956 262 1194 374</box>
subhead-departure: Η ΑΝΑΧΩΡΗΣΙΣ ΤΟΥ ΔΙΑΔΟΧΟΥ <box>1278 310 1487 324</box>
article-politics-4: Ὁ κ. Ὑπουργὸς τῶν Οἰκονομικῶν ἀποφασίσας χθὲς εἰς συνεδρίασιν τοῦ ὑπουργικοῦ συμβουλίου κατέθεσε τὴν παραίτησίν του, ἀλλ' ὁ κ. Πρωθυπουργὸς δὲν ἐδέχθη αὐτήν. <box>488 966 706 1037</box>
haemorrhoids-text: Συνιστῶ εἰς τοὺς ἐκ τῶν αἱμορροΐδων πάσχοντας ἐσωτερικῶς καὶ ἐξωτερικῶς ὡς καὶ ἐκ τῶν αἱμορραγιῶν αὐτῶν ἐὰν θέλωσι νὰ θεραπευθῶσιν ριζικῶς ν' ἀπευθυνθῶσι πρὸς τὸν κ. Δ. Α. Μαντᾶν ὁδὸς Σόλωνος ἀριθ. 103. <box>1210 1771 1555 1841</box>
headline-provinces: ΤΩΝ ΕΠΑΡΧΙΩΝ <box>991 425 1159 451</box>
article-gazette-3: Οἱ ἀποτελοῦντες τὸ νέον Διοικ. Συμβούλιον τοῦ Μετοχικοῦ Ταμείου τῶν πολιτικῶν ὑπαλλήλων κ. κ. Μαυρομμάτης, Κορινάς, Στούπας καὶ Νιγκας, συνελθόντες χθὲς τὴν 6 μ. μ. συνεκρότησαν τὸ Συμβούλιον. <box>1210 854 1555 925</box>
masthead-title: ΤΕΛΕΥΤΑΙΑ ΩΡΑ <box>252 158 1348 247</box>
article-orders-2: Ὁ κ. Ὑπουργὸς τῶν Οἰκονομικῶν ἀποφασίσας χθὲς εἰς συνεδρίασιν τοῦ ὑπουργικοῦ συμβουλίου κατέθεσε τὴν παραίτησίν του, ἀλλ' ὁ κ. Πρωθυπουργὸς δὲν ἐδέχθη αὐτήν. <box>956 756 1194 827</box>
subhead-typhus: Ο ΕΞΑΙΡΕΤΙΚΟΣ ΤΥΦΟΣ <box>755 1010 907 1024</box>
subhead-fund: ΤΟΥ ΜΕΤΟΧΙΚΟΥ ΤΑΜΕΙΟΥ <box>986 850 1164 865</box>
insurance-founded: ΙΔΡΥΘΕΙΣΑ ΤΩ 1831 <box>857 1859 1033 1878</box>
subhead-russian-news: ΡΩΣΣΙΚΑΙ ΕΙΔΗΣΕΙΣ <box>277 819 460 840</box>
hydrotherapy-text-3: Λέσεις καὶ ὑπολογισμοὶ πρὸς ἀπολαύσιν ἐπὶ τοῦ παρόντος τῆς Ἑλληνικῆς καὶ Ξένης Σχολῆς. <box>1210 2090 1555 2118</box>
